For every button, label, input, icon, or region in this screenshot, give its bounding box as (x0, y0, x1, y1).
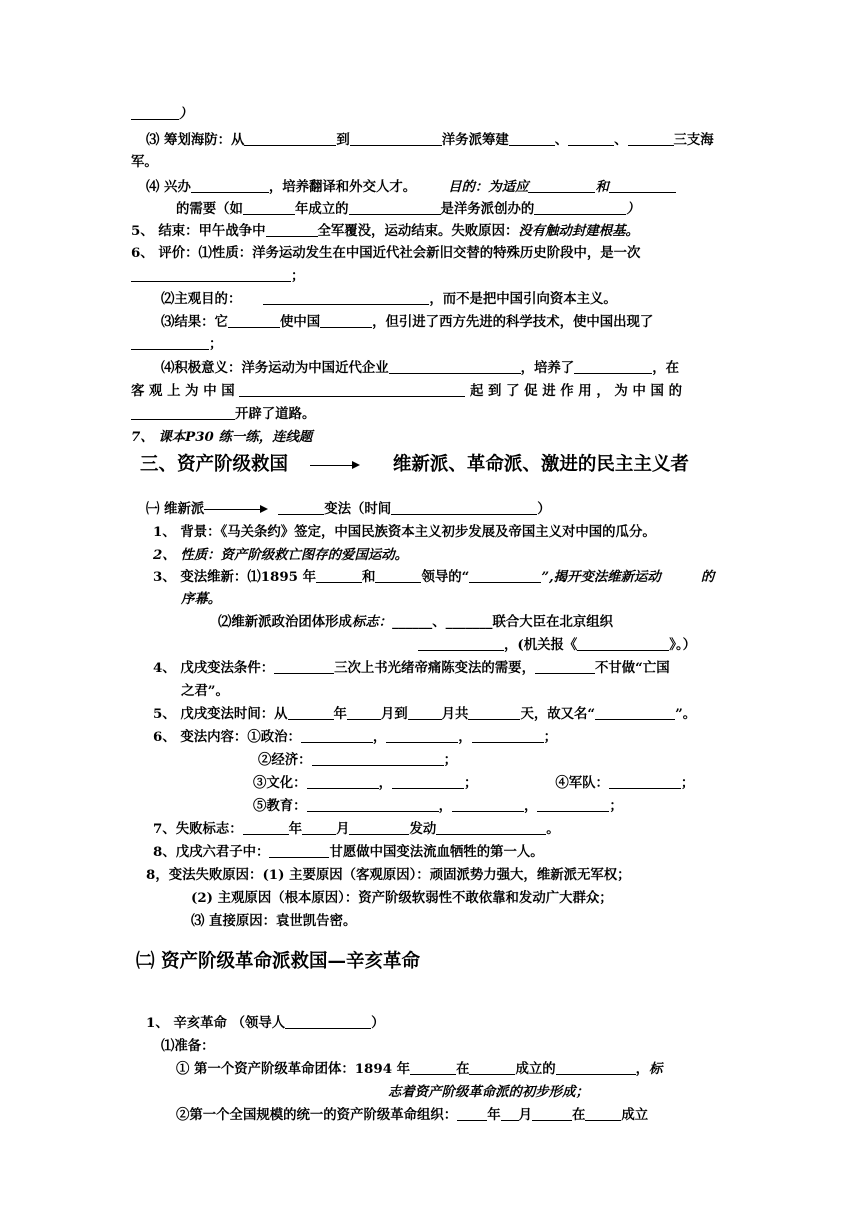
text-segment: 年 (333, 706, 347, 722)
fill-in-blank[interactable] (307, 797, 439, 812)
fill-in-blank[interactable] (386, 728, 458, 743)
text-segment: ； (443, 752, 457, 768)
text-segment: ， (635, 1061, 650, 1077)
text-line (131, 266, 304, 286)
fill-in-blank[interactable] (131, 267, 291, 282)
text-segment: 志着资产阶级革命派的初步形成； (388, 1084, 589, 1100)
text-segment: ） (537, 501, 551, 517)
fill-in-blank[interactable] (131, 105, 179, 120)
text-segment: ⑷ 兴办 (146, 179, 191, 195)
text-line (258, 750, 457, 770)
text-segment: ； (543, 729, 558, 745)
fill-in-blank[interactable] (391, 500, 537, 515)
text-line (218, 612, 613, 632)
section-heading-left: 三、资产阶级救国 (140, 454, 289, 475)
text-segment: ） (626, 201, 640, 217)
fill-in-blank[interactable] (131, 335, 209, 350)
fill-in-blank[interactable] (535, 659, 595, 674)
text-segment: 7、失败标志： (153, 821, 243, 837)
arrow-icon (310, 465, 358, 466)
text-line (131, 381, 682, 401)
text-segment: 》。） (669, 637, 697, 653)
fill-in-blank[interactable] (574, 359, 652, 374)
text-line (161, 358, 679, 378)
fill-in-blank[interactable] (469, 1060, 515, 1075)
text-segment: 是洋务派创办的 (440, 201, 535, 217)
text-segment: 的需要（如 (176, 201, 243, 217)
text-segment: 和 (595, 179, 609, 195)
text-segment: ㈠ 维新派 (146, 501, 205, 517)
fill-in-blank[interactable] (568, 131, 614, 146)
fill-in-blank[interactable] (534, 200, 626, 215)
text-segment: 2、 性质：资产阶级救亡图存的爱国运动。 (153, 547, 409, 563)
text-segment: 成立 (621, 1107, 649, 1123)
text-segment: ②经济： (258, 752, 312, 768)
text-line (146, 499, 551, 519)
text-segment: 、 (554, 132, 569, 148)
text-segment: ③文化： (253, 775, 307, 791)
text-segment: 月到 (380, 706, 408, 722)
fill-in-blank[interactable] (436, 820, 546, 835)
text-line (161, 289, 617, 309)
text-line (153, 704, 696, 724)
text-segment: 7、 课本P30 练一练，连线题 (131, 429, 313, 445)
text-segment: 三支海 (673, 132, 714, 148)
text-segment: ，培养翻译和外交人才。 (268, 179, 417, 195)
fill-in-blank[interactable] (312, 751, 444, 766)
text-segment: 8、戊戌六君子中： (153, 844, 270, 860)
text-segment: ⑶ 直接原因：袁世凯告密。 (191, 913, 357, 929)
text-segment: 6、 评价：⑴性质：洋务运动发生在中国近代社会新旧交替的特殊历史阶段中，是一次 (131, 245, 641, 261)
text-segment: ， (458, 729, 472, 745)
fill-in-blank[interactable] (274, 659, 334, 674)
text-segment: 不甘做“亡国 (594, 660, 670, 676)
text-line (146, 1013, 385, 1033)
text-line (153, 658, 670, 678)
text-segment: ⑶结果：它 (161, 314, 228, 330)
fill-in-blank[interactable] (410, 1060, 456, 1075)
fill-in-blank[interactable] (418, 636, 504, 651)
fill-in-blank[interactable] (469, 568, 541, 583)
text-segment: 在 (571, 1107, 586, 1123)
text-line (418, 635, 696, 655)
text-segment: 月 (518, 1107, 532, 1123)
text-line (176, 199, 640, 219)
text-segment: 和 (362, 569, 376, 585)
text-segment: 月共 (441, 706, 469, 722)
text-line (161, 312, 653, 332)
text-line (146, 865, 631, 885)
text-segment: ① 第一个资产阶级革命团体：1894 年 (176, 1061, 411, 1077)
fill-in-blank[interactable] (266, 222, 318, 237)
fill-in-blank[interactable] (288, 705, 334, 720)
text-segment: ，而不是把中国引向资本主义。 (429, 291, 617, 307)
text-segment: 发动 (409, 821, 437, 837)
text-segment: ⑷积极意义：洋务运动为中国近代企业 (161, 360, 389, 376)
fill-in-blank[interactable] (392, 774, 464, 789)
text-segment: 3、 变法维新：⑴1895 年 (153, 569, 317, 585)
text-line (181, 681, 229, 701)
text-segment: 三次上书光绪帝痛陈变法的需要， (334, 660, 535, 676)
fill-in-blank[interactable] (243, 200, 295, 215)
text-segment: 在 (456, 1061, 470, 1077)
fill-in-blank[interactable] (349, 820, 409, 835)
text-segment: 8，变法失败原因：(1) 主要原因（客观原因）：顽固派势力强大，维新派无军权； (146, 867, 631, 883)
fill-in-blank[interactable] (472, 728, 544, 743)
fill-in-blank[interactable] (302, 820, 336, 835)
text-segment: ⑴准备： (161, 1038, 215, 1054)
text-segment: ④军队： (555, 775, 609, 791)
text-segment: ，(机关报《 (504, 637, 578, 653)
arrow-icon (204, 509, 266, 510)
text-segment: 甘愿做中国变法流血牺牲的第一人。 (329, 844, 544, 860)
text-line (191, 911, 356, 931)
fill-in-blank[interactable] (285, 1014, 371, 1029)
text-segment: 军。 (131, 154, 158, 170)
fill-in-blank[interactable] (320, 313, 372, 328)
text-segment: ， (438, 798, 452, 814)
text-segment: ， (523, 798, 538, 814)
text-segment: 客 观 上 为 中 国 (131, 383, 240, 399)
text-segment: 目的：为适应 (448, 179, 529, 195)
fill-in-blank[interactable] (556, 1060, 636, 1075)
text-segment: ，培养了 (520, 360, 575, 376)
text-segment: 领导的“ (421, 569, 470, 585)
text-segment: 年 (487, 1107, 501, 1123)
fill-in-blank[interactable] (501, 1106, 519, 1121)
text-line (131, 243, 640, 263)
text-segment: 5、 戊戌变法时间：从 (153, 706, 288, 722)
text-segment: ⑵维新派政治团体形成 (218, 614, 352, 630)
text-segment: ②第一个全国规模的统一的资产阶级革命组织： (176, 1107, 458, 1123)
text-segment: 。 (546, 821, 560, 837)
text-line (161, 1036, 215, 1056)
text-segment: 洋务派筹建 (441, 132, 509, 148)
fill-in-blank[interactable] (191, 178, 269, 193)
fill-in-blank[interactable] (243, 820, 289, 835)
text-segment: ”,揭开变法维新运动 (541, 569, 661, 585)
text-segment: 到 (336, 132, 350, 148)
fill-in-blank[interactable] (349, 200, 441, 215)
fill-in-blank[interactable] (244, 131, 336, 146)
fill-in-blank[interactable] (577, 636, 669, 651)
fill-in-blank[interactable] (609, 774, 681, 789)
text-segment: ； (291, 268, 305, 284)
text-segment: 开辟了道路。 (235, 406, 316, 422)
text-segment: 使中国 (279, 314, 321, 330)
text-segment: 标志： (351, 614, 393, 630)
text-line (131, 221, 639, 241)
text-segment: 序幕。 (181, 591, 222, 607)
text-segment: ⑶ 筹划海防：从 (146, 132, 245, 148)
text-segment: ， (372, 729, 387, 745)
fill-in-blank[interactable] (375, 568, 421, 583)
fill-in-blank[interactable] (509, 131, 555, 146)
text-segment: ； (209, 336, 223, 352)
text-segment: ”。 (675, 706, 697, 722)
text-line (153, 545, 408, 565)
text-line (131, 427, 312, 447)
fill-in-blank[interactable] (609, 178, 676, 193)
text-segment: 标 (649, 1061, 663, 1077)
text-line (191, 888, 613, 908)
text-line (153, 567, 714, 587)
fill-in-blank[interactable] (532, 1106, 572, 1121)
text-line (153, 522, 656, 542)
fill-in-blank[interactable] (528, 178, 595, 193)
fill-in-blank[interactable] (263, 290, 429, 305)
text-segment: 年 (288, 821, 303, 837)
text-segment: 的 (700, 569, 715, 585)
text-line (253, 796, 623, 816)
fill-in-blank[interactable] (131, 405, 235, 420)
fill-in-blank[interactable] (595, 705, 675, 720)
text-line (388, 1082, 589, 1102)
fill-in-blank[interactable] (347, 705, 381, 720)
text-segment: 天，故又名“ (520, 706, 596, 722)
fill-in-blank[interactable] (457, 1106, 487, 1121)
text-segment: ） (371, 1015, 385, 1031)
text-line (131, 334, 222, 354)
text-line (131, 152, 158, 172)
text-segment: ； (463, 775, 478, 791)
text-segment: 起 到 了 促 进 作 用 ， 为 中 国 的 (465, 383, 682, 399)
fill-in-blank[interactable] (278, 500, 324, 515)
text-line (153, 819, 560, 839)
text-segment: (2) 主观原因（根本原因）：资产阶级软弱性不敢依靠和发动广大群众； (191, 890, 613, 906)
fill-in-blank[interactable] (301, 728, 373, 743)
text-line (131, 404, 315, 424)
text-line (176, 1105, 648, 1125)
text-line (131, 104, 192, 124)
fill-in-blank[interactable] (537, 797, 609, 812)
text-segment: ______、_______联合大臣在北京组织 (392, 614, 614, 630)
text-segment: 之君”。 (181, 683, 229, 699)
fill-in-blank[interactable] (239, 382, 465, 397)
text-segment: ， (378, 775, 392, 791)
text-segment: 变法（时间 (324, 501, 392, 517)
text-segment: ，在 (652, 360, 679, 376)
text-line (153, 727, 557, 747)
text-segment: ⑤教育： (253, 798, 307, 814)
fill-in-blank[interactable] (628, 131, 674, 146)
fill-in-blank[interactable] (585, 1106, 621, 1121)
fill-in-blank[interactable] (307, 774, 379, 789)
text-line (253, 773, 694, 793)
section-heading-right: 维新派、革命派、激进的民主主义者 (392, 454, 689, 475)
section-heading-bourgeois-salvation (140, 452, 689, 478)
text-segment: ； (609, 798, 623, 814)
text-line (146, 130, 714, 150)
text-line (146, 177, 676, 197)
text-segment: ⑵主观目的： (161, 291, 242, 307)
text-line (181, 589, 221, 609)
text-segment: 全军覆没，运动结束。失败原因： (317, 223, 519, 239)
fill-in-blank[interactable] (350, 131, 442, 146)
fill-in-blank[interactable] (228, 313, 280, 328)
text-segment: 成立的 (515, 1061, 556, 1077)
fill-in-blank[interactable] (389, 359, 521, 374)
text-segment: 1、 辛亥革命 （领导人 (146, 1015, 286, 1031)
fill-in-blank[interactable] (408, 705, 442, 720)
fill-in-blank[interactable] (468, 705, 520, 720)
text-segment: 4、 戊戌变法条件： (153, 660, 275, 676)
fill-in-blank[interactable] (452, 797, 524, 812)
text-segment: 月 (336, 821, 350, 837)
text-segment: 5、 结束：甲午战争中 (131, 223, 266, 239)
text-segment: ，但引进了西方先进的科学技术，使中国出现了 (372, 314, 654, 330)
text-segment: 年成立的 (294, 201, 349, 217)
text-segment: ） (179, 106, 193, 122)
text-segment: 6、 变法内容：①政治： (153, 729, 301, 745)
fill-in-blank[interactable] (269, 843, 329, 858)
text-line (176, 1059, 662, 1079)
text-segment: 没有触动封建根基。 (518, 223, 639, 239)
fill-in-blank[interactable] (316, 568, 362, 583)
text-segment: ； (680, 775, 695, 791)
text-segment: 、 (614, 132, 628, 148)
text-line (153, 842, 544, 862)
text-segment: 1、 背景：《马关条约》签定，中国民族资本主义初步发展及帝国主义对中国的瓜分。 (153, 524, 656, 540)
section-heading-xinhai: ㈡ 资产阶级革命派救国—辛亥革命 (136, 951, 420, 972)
